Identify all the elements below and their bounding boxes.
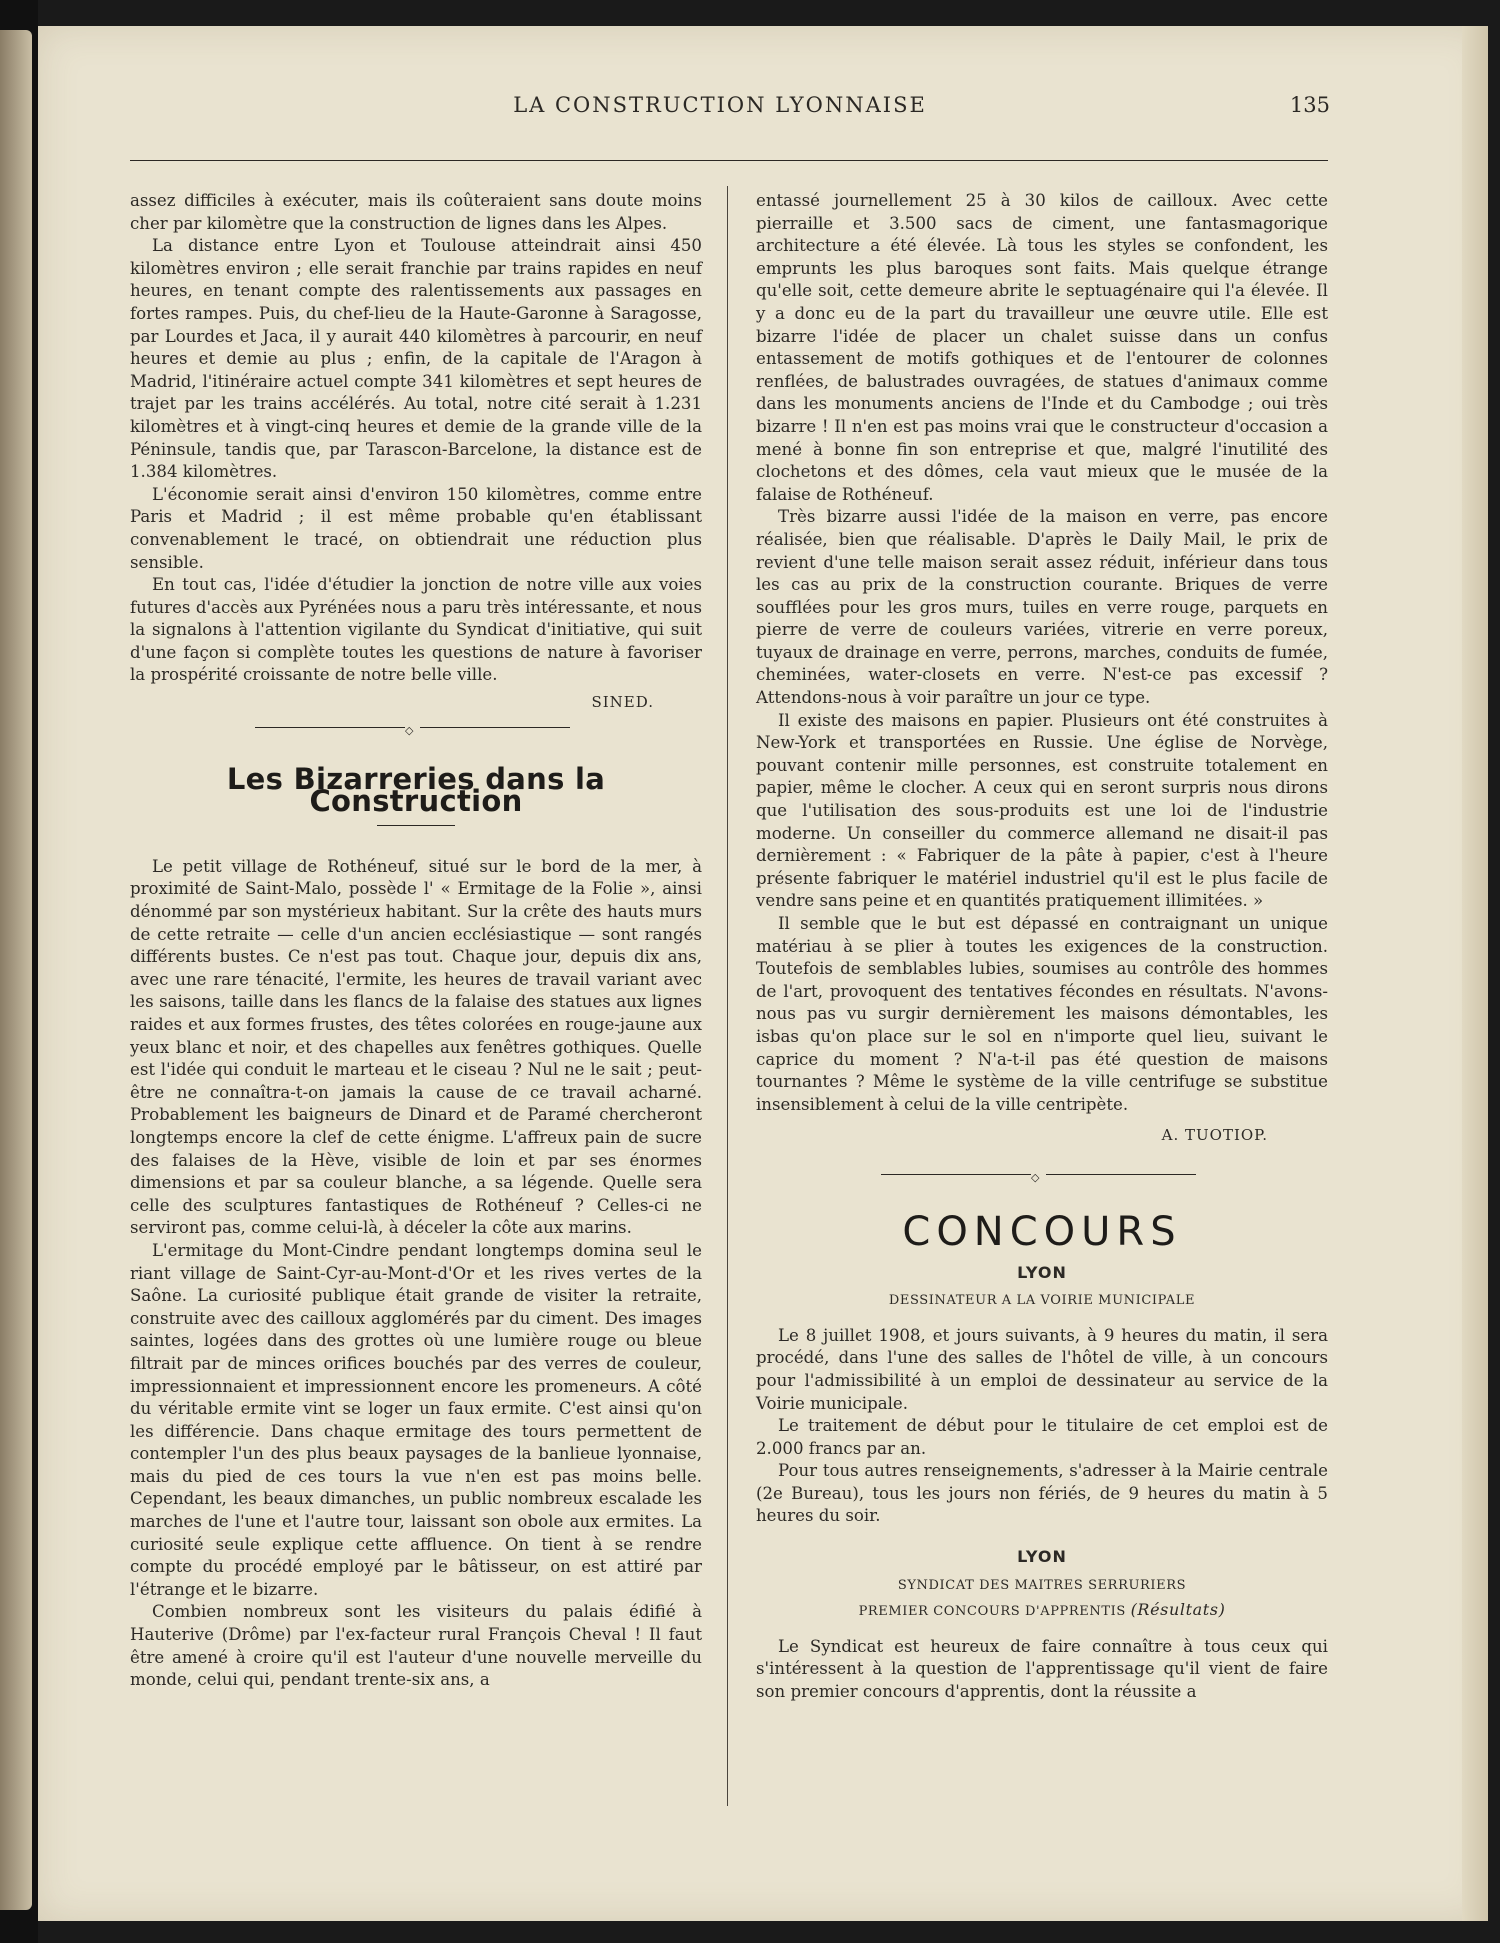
- section-title-concours: CONCOURS: [902, 1208, 1182, 1255]
- column-divider: [727, 186, 728, 1806]
- contest-city: LYON: [1017, 1262, 1067, 1282]
- paragraph: La distance entre Lyon et Toulouse atteindrait ainsi 450 kilomètres environ ; elle serait franchie par trains rapides en neuf heures, en tenant compte des ralentissements aux passages en fortes rampes. Puis, du chef-lieu de la Haute-Garonne à Saragosse, par Lourdes et Jaca, il y aurait 440 kilomètres à parcourir, en neuf heures et demie au plus ; enfin, de la capitale de l'Aragon à Madrid, l'itinéraire actuel compte 341 kilomètres et sept heures de trajet par les trains accélérés. Au total, notre cité serait à 1.231 kilomètres et à vingt-cinq heures et demie de la grande ville de la Péninsule, tandis que, par Tarascon-Barcelone, la distance est de 1.384 kilomètres.: [130, 236, 702, 482]
- contest-subtitle: SYNDICAT DES MAITRES SERRURIERS: [897, 1577, 1187, 1593]
- paragraph: En tout cas, l'idée d'étudier la jonction de notre ville aux voies futures d'accès aux Pyrénées nous a paru très intéressante, et nous la signalons à l'attention vigilante du Syndicat d'initiative, qui suit d'une façon si complète toutes les questions de nature à favoriser la prospérité croissante de notre belle ville.: [130, 575, 702, 685]
- contest-subtitle-line2: [756, 1599, 1328, 1624]
- left-column: [130, 190, 702, 1692]
- paragraph: entassé journellement 25 à 30 kilos de cailloux. Avec cette pierraille et 3.500 sacs de ciment, une fantasmagorique architecture a été élevée. Là tous les styles se confondent, les emprunts les plus baroques sont faits. Mais quelque étrange qu'elle soit, cette demeure abrite le septuagénaire qui l'a élevée. Il y a donc eu de la part du travailleur une œuvre utile. Elle est bizarre l'idée de placer un chalet suisse dans un confus entassement de motifs gothiques et de l'entourer de colonnes renflées, de balustrades ouvragées, de statues d'animaux comme dans les monuments anciens de l'Inde et du Cambodge ; oui très bizarre ! Il n'en est pas moins vrai que le constructeur d'occasion a mené à bonne fin son entreprise et que, malgré l'inutilité des clochetons et des dômes, cela vaut mieux que le musée de la falaise de Rothéneuf.: [756, 191, 1328, 504]
- previous-page-edge: [0, 30, 32, 1910]
- page-header: [110, 93, 1330, 133]
- paragraph: Combien nombreux sont les visiteurs du palais édifié à Hauterive (Drôme) par l'ex-facteur rural François Cheval ! Il faut être amené à croire qu'il est l'auteur d'une nouvelle merveille du monde, celui qui, pendant trente-six ans, a: [130, 1602, 702, 1690]
- page-edge-shadow: [1462, 26, 1488, 1921]
- paragraph: Il existe des maisons en papier. Plusieurs ont été construites à New-York et transportées en Russie. Une église de Norvège, pouvant contenir mille personnes, est construite totalement en papier, même le clocher. A ceux qui en seront surpris nous dirons que l'utilisation des sous-produits est une loi de l'industrie moderne. Un conseiller du commerce allemand ne disait-il pas dernièrement : « Fabriquer de la pâte à papier, c'est à l'heure présente fabriquer le matériel industriel qu'il est le plus facile de vendre sans peine et en quantités pratiquement illimitées. »: [756, 710, 1328, 911]
- title-rule: [377, 825, 455, 826]
- contest-city: LYON: [1017, 1547, 1067, 1567]
- section-ornament: ◇: [130, 714, 702, 740]
- contest-results-label: (Résultats): [1130, 1600, 1226, 1620]
- page-number: 135: [1289, 93, 1330, 117]
- article-title: Les Bizarreries dans la Construction: [226, 761, 606, 819]
- right-column: [756, 190, 1328, 1704]
- paragraph: L'économie serait ainsi d'environ 150 kilomètres, comme entre Paris et Madrid ; il est même probable qu'en établissant convenablement le tracé, on obtiendrait une réduction plus sensible.: [130, 484, 702, 572]
- paragraph: Très bizarre aussi l'idée de la maison en verre, pas encore réalisée, bien que réalisable. D'après le Daily Mail, le prix de revient d'une telle maison serait assez réduit, inférieur dans tous les cas au prix de la construction courante. Briques de verre soufflées pour les gros murs, tuiles en verre rouge, parquets en pierre de verre de couleurs variées, vitrerie en verre poreux, tuyaux de drainage en verre, perrons, marches, conduits de fumée, cheminées, water-closets en verre. N'est-ce pas excessif ? Attendons-nous à voir paraître un jour ce type.: [756, 507, 1328, 708]
- paragraph: L'ermitage du Mont-Cindre pendant longtemps domina seul le riant village de Saint-Cyr-au-Mont-d'Or et les rives vertes de la Saône. La curiosité publique était grande de visiter la retraite, construite avec des cailloux agglomérés par du ciment. Des images saintes, logées dans des grottes où une lumière rouge ou bleue filtrait par de minces orifices bouchés par des verres de couleur, impressionnaient et impressionnent encore les promeneurs. A côté du véritable ermite vint se loger un faux ermite. C'est ainsi qu'on les différencie. Dans chaque ermitage des tours permettent de contempler l'un des plus beaux paysages de la banlieue lyonnaise, mais du pied de ces tours la vue n'en est pas moins belle. Cependant, les beaux dimanches, un public nombreux escalade les marches de l'une et l'autre tour, laissant son obole aux ermites. La curiosité seule explique cette affluence. On tient à se rendre compte du procédé employé par le bâtisseur, on est attiré par l'étrange et le bizarre.: [130, 1240, 702, 1599]
- paragraph: Le Syndicat est heureux de faire connaître à tous ceux qui s'intéressent à la question de l'apprentissage qu'il vient de faire son premier concours d'apprentis, dont la réussite a: [756, 1636, 1328, 1702]
- paragraph: Il semble que le but est dépassé en contraignant un unique matériau à se plier à toutes les exigences de la construction. Toutefois de semblables lubies, soumises au contrôle des hommes de l'art, provoquent des tentatives fécondes en résultats. N'avons-nous pas vu surgir dernièrement les maisons démontables, les isbas qu'on place sur le sol en n'importe quel lieu, suivant le caprice du moment ? N'a-t-il pas été question de maisons tournantes ? Même le système de la ville centrifuge se substitue insensiblement à celui de la ville centripète.: [756, 914, 1328, 1114]
- paragraph: Pour tous autres renseignements, s'adresser à la Mairie centrale (2e Bureau), tous les jours non fériés, de 9 heures du matin à 5 heures du soir.: [756, 1461, 1328, 1526]
- running-title: LA CONSTRUCTION LYONNAISE: [513, 93, 927, 117]
- section-ornament: ◇: [756, 1161, 1328, 1187]
- paragraph: Le 8 juillet 1908, et jours suivants, à 9 heures du matin, il sera procédé, dans l'une des salles de l'hôtel de ville, à un concours pour l'admissibilité à un emploi de dessinateur au service de la Voirie municipale.: [756, 1325, 1328, 1413]
- header-rule: [130, 160, 1328, 161]
- paragraph: Le petit village de Rothéneuf, situé sur le bord de la mer, à proximité de Saint-Malo, possède l' « Ermitage de la Folie », ainsi dénommé par son mystérieux habitant. Sur la crête des hauts murs de cette retraite — celle d'un ancien ecclésiastique — sont rangés différents bustes. Ce n'est pas tout. Chaque jour, depuis dix ans, avec une rare ténacité, l'ermite, les heures de travail variant avec les saisons, taille dans les flancs de la falaise des statues aux lignes raides et aux formes frustes, des têtes colorées en rouge-jaune aux yeux blanc et noir, et des chapelles aux fenêtres gothiques. Quelle est l'idée qui conduit le marteau et le ciseau ? Nul ne le sait ; peut-être ne connaîtra-t-on jamais la cause de ce travail acharné. Probablement les baigneurs de Dinard et de Paramé chercheront longtemps encore la clef de cette énigme. L'affreux pain de sucre des falaises de la Hève, visible de loin et par ses énormes dimensions et par sa couleur blanche, a sa légende. Quelle sera celle des sculptures fantastiques de Rothéneuf ? Celles-ci ne serviront pas, comme celui-là, à déceler la côte aux marins.: [130, 856, 702, 1238]
- contest-subtitle-text: PREMIER CONCOURS D'APPRENTIS: [858, 1604, 1126, 1620]
- signature: A. TUOTIOP.: [1161, 1126, 1268, 1145]
- contest-subtitle: DESSINATEUR A LA VOIRIE MUNICIPALE: [888, 1293, 1196, 1309]
- paragraph: Le traitement de début pour le titulaire de cet emploi est de 2.000 francs par an.: [756, 1416, 1328, 1458]
- signature: SINED.: [591, 693, 654, 712]
- paragraph: assez difficiles à exécuter, mais ils coûteraient sans doute moins cher par kilomètre que la construction de lignes dans les Alpes.: [130, 191, 702, 233]
